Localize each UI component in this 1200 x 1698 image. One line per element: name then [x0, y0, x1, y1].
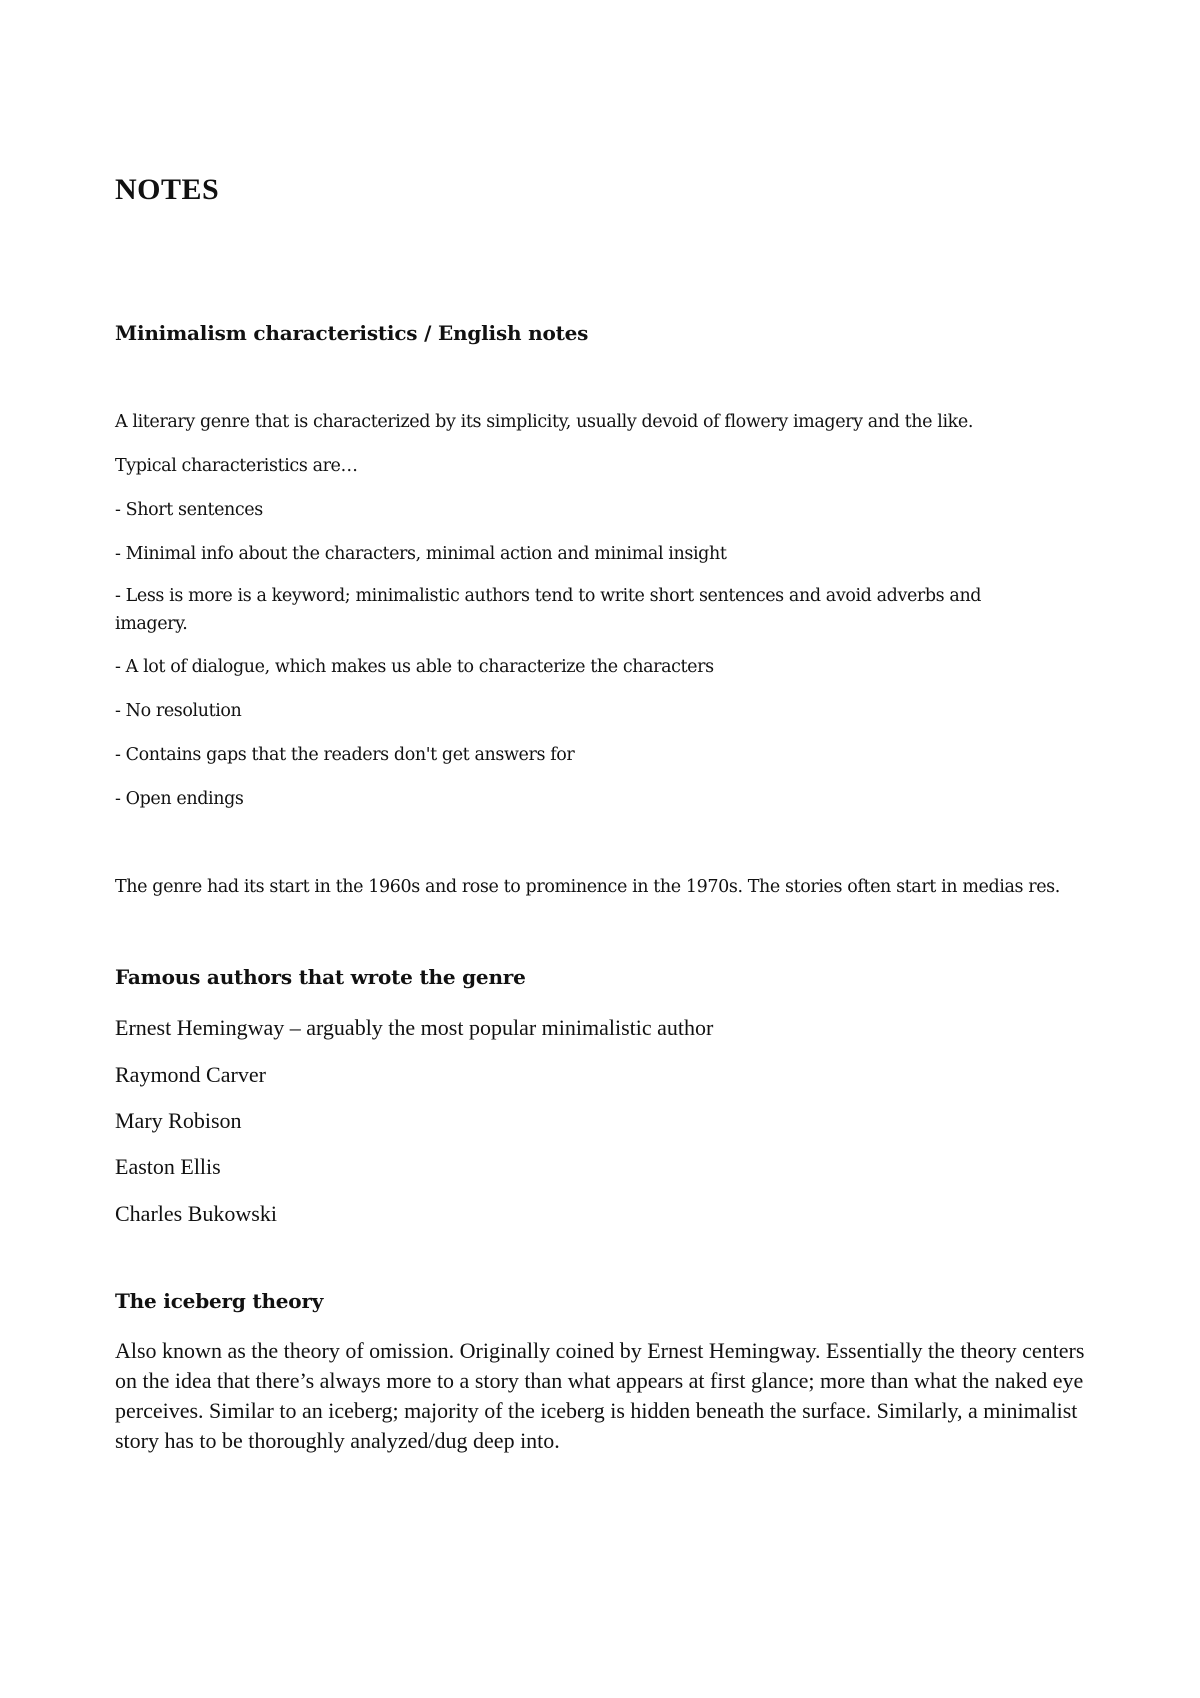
author-item: Ernest Hemingway – arguably the most popular minimalistic author	[115, 1015, 714, 1040]
minimalism-heading: Minimalism characteristics / English notes	[115, 321, 589, 345]
characteristic-item: - Contains gaps that the readers don't get answers for	[115, 745, 575, 765]
author-item: Charles Bukowski	[115, 1201, 277, 1226]
page-title: NOTES	[115, 173, 220, 206]
characteristic-item: - Minimal info about the characters, minimal action and minimal insight	[115, 544, 727, 564]
genre-history: The genre had its start in the 1960s and rose to prominence in the 1970s. The stories often start in medias res.	[115, 877, 1060, 897]
characteristic-item: - Open endings	[115, 789, 244, 809]
characteristic-item: - A lot of dialogue, which makes us able to characterize the characters	[115, 657, 714, 677]
author-item: Mary Robison	[115, 1108, 242, 1133]
characteristic-item: - No resolution	[115, 701, 242, 721]
author-item: Raymond Carver	[115, 1062, 266, 1087]
author-item: Easton Ellis	[115, 1154, 221, 1179]
characteristic-item: - Less is more is a keyword; minimalistic authors tend to write short sentences and avoid adverbs and imagery.	[115, 586, 982, 634]
characteristics-lead: Typical characteristics are…	[115, 456, 358, 476]
minimalism-intro: A literary genre that is characterized by its simplicity, usually devoid of flowery imagery and the like.	[115, 412, 973, 432]
authors-heading: Famous authors that wrote the genre	[115, 965, 526, 989]
characteristic-item: - Short sentences	[115, 500, 263, 520]
iceberg-paragraph: Also known as the theory of omission. Originally coined by Ernest Hemingway. Essentially the theory centers on the idea that there’s always more to a story than what appears at first glance; more than what the naked eye perceives. Similar to an iceberg; majority of the iceberg is hidden beneath the surface. Similarly, a minimalist story has to be thoroughly analyzed/dug deep into.	[115, 1338, 1085, 1453]
iceberg-heading: The iceberg theory	[115, 1289, 324, 1313]
